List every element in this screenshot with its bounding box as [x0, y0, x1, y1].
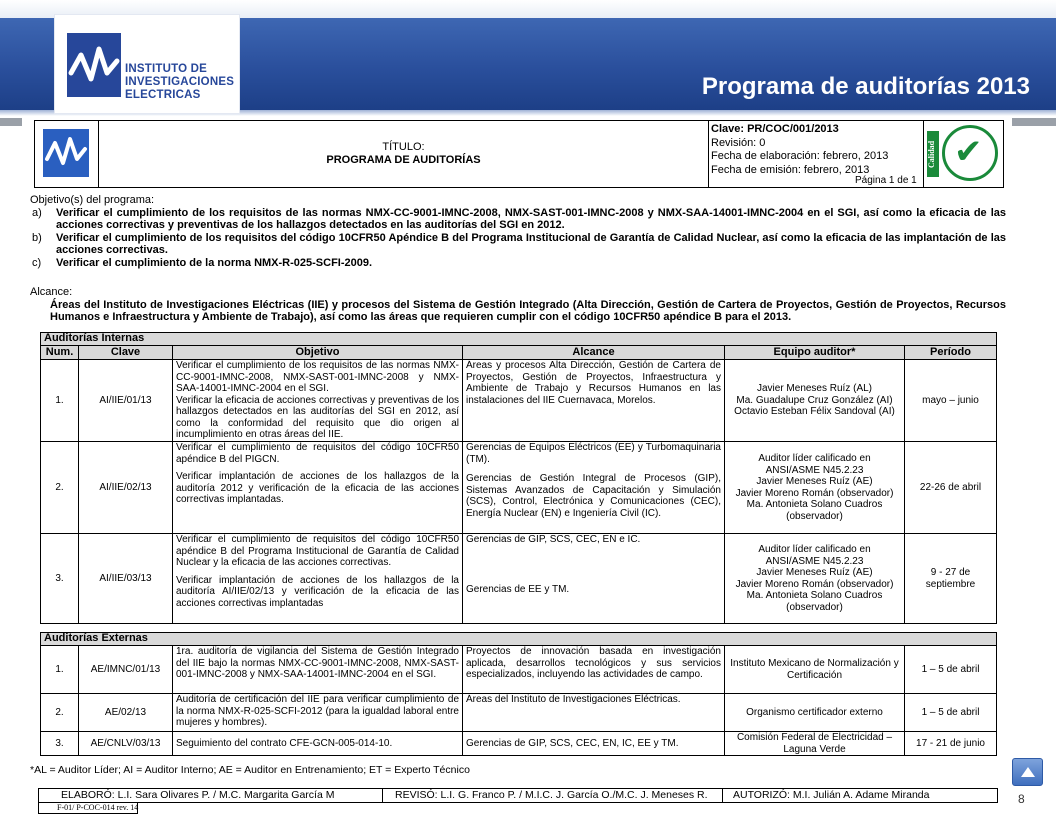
equipo-member: Ma. Guadalupe Cruz González (AI) — [736, 394, 893, 406]
row-alcance — [463, 534, 725, 624]
page-indicator: Página 1 de 1 — [855, 175, 917, 186]
logo-text — [125, 63, 234, 102]
row-clave: AE/CNLV/03/13 — [79, 732, 173, 756]
row-num: 1. — [41, 646, 79, 694]
col-objetivo: Objetivo — [173, 346, 463, 360]
table-row — [41, 732, 997, 756]
row-clave: AI/IIE/02/13 — [79, 442, 173, 534]
reviso: REVISÓ: L.I. G. Franco P. / M.I.C. J. García O./M.C. J. Meneses R. — [383, 789, 723, 802]
row-equipo: Comisión Federal de Electricidad – Laguna Verde — [725, 732, 905, 756]
table-row — [41, 534, 997, 624]
row-num: 2. — [41, 442, 79, 534]
equipo-member: ANSI/ASME N45.2.23 — [765, 555, 864, 567]
document-info — [711, 123, 921, 177]
row-objetivo — [173, 534, 463, 624]
nav-up-arrow-icon[interactable] — [1012, 758, 1043, 786]
equipo-member: Javier Meneses Ruíz (AL) — [756, 383, 873, 395]
objetivos-section — [30, 194, 1006, 270]
objetivo-text: Verificar el cumplimiento de los requisitos de las normas NMX-CC-9001-IMNC-2008, NMX-SAST-001-IMNC-2008 y NMX-SAA-14001-IMNC-2004 en el SGI, así como la eficacia de las acciones correctivas y preventivas de los hallazgos detectados en las auditorías del SGI en 2012. — [56, 206, 1006, 232]
row-num: 2. — [41, 694, 79, 732]
internal-audits-table — [40, 332, 997, 624]
title-label: TÍTULO: — [382, 141, 425, 153]
row-num: 3. — [41, 534, 79, 624]
equipo-member: Javier Moreno Román (observador) — [735, 487, 894, 499]
elaboro: ELABORÓ: L.I. Sara Olivares P. / M.C. Margarita García M — [39, 789, 383, 802]
equipo-member: Javier Meneses Ruíz (AE) — [756, 476, 873, 487]
logo-line-1: INSTITUTO DE — [125, 63, 208, 75]
objetivo-item — [30, 257, 1006, 270]
seal-word: Calidad — [927, 131, 939, 177]
row-clave: AI/IIE/03/13 — [79, 534, 173, 624]
row-num: 3. — [41, 732, 79, 756]
table-row — [41, 442, 997, 534]
row-objetivo — [173, 360, 463, 442]
equipo-member: Javier Moreno Román (observador) — [735, 578, 894, 590]
document-logo — [35, 121, 99, 187]
form-code: F-01/ P-COC-014 rev. 14 — [38, 803, 138, 814]
row-alcance: Gerencias de GIP, SCS, CEC, EN, IC, EE y TM. — [463, 732, 725, 756]
signature-row — [38, 788, 998, 803]
side-bar-left — [0, 118, 22, 126]
table-row — [41, 694, 997, 732]
equipo-member: Javier Meneses Ruíz (AE) — [756, 567, 873, 578]
col-clave: Clave — [79, 346, 173, 360]
objetivo-p2: Verificar implantación de acciones de los hallazgos de la auditoría AI/IIE/02/13 y verificación de la eficacia de las acciones correctivas implantadas — [176, 574, 459, 609]
row-equipo — [725, 360, 905, 442]
document-title-cell — [99, 121, 709, 187]
quality-seal — [923, 121, 1003, 187]
alcance-p2: Gerencias de EE y TM. — [466, 583, 570, 595]
row-periodo: 22-26 de abril — [905, 442, 997, 534]
row-periodo: mayo – junio — [905, 360, 997, 442]
col-alcance: Alcance — [463, 346, 725, 360]
logo-line-2: INVESTIGACIONES — [125, 76, 235, 88]
clave: Clave: PR/COC/001/2013 — [711, 123, 839, 135]
equipo-member: ANSI/ASME N45.2.23 — [765, 464, 864, 476]
row-periodo: 1 – 5 de abril — [905, 646, 997, 694]
logo-line-3: ELECTRICAS — [125, 89, 201, 101]
internal-audits-heading: Auditorías Internas — [41, 333, 997, 346]
external-audits-table — [40, 632, 997, 756]
row-alcance — [463, 360, 725, 442]
objetivo-p2: Verificar la eficacia de acciones correctivas y preventivas de los hallazgos detectados en las auditorías del SGI en 2012, así como la conformidad del requisito que dio origen al incumplimiento en otras áreas del IIE. — [176, 394, 459, 440]
document-title: PROGRAMA DE AUDITORÍAS — [326, 154, 481, 166]
row-alcance: Áreas del Instituto de Investigaciones Eléctricas. — [463, 694, 725, 732]
document-header — [34, 120, 1004, 188]
col-periodo: Período — [905, 346, 997, 360]
row-periodo: 9 - 27 de septiembre — [905, 534, 997, 624]
alcance-heading: Alcance: — [30, 286, 73, 298]
alcance-p1: Gerencias de GIP, SCS, CEC, EN e IC. — [466, 534, 641, 545]
row-objetivo: Auditoría de certificación del IIE para verificar cumplimiento de la norma NMX-R-025-SCFI-2012 (para la igualdad laboral entre mujeres y hombres). — [173, 694, 463, 732]
row-periodo: 1 – 5 de abril — [905, 694, 997, 732]
slide-title: Programa de auditorías 2013 — [701, 73, 1030, 100]
table-row — [41, 360, 997, 442]
row-equipo: Organismo certificador externo — [725, 694, 905, 732]
alcance-section — [30, 286, 1006, 324]
table-row — [41, 646, 997, 694]
row-alcance — [463, 442, 725, 534]
row-objetivo: Seguimiento del contrato CFE-GCN-005-014-10. — [173, 732, 463, 756]
equipo-member: Ma. Antonieta Solano Cuadros — [746, 590, 883, 601]
row-objetivo: 1ra. auditoría de vigilancia del Sistema de Gestión Integrado del IIE bajo la normas NMX-CC-9001-IMNC-2008, NMX-SAST-001-IMNC-2008 y NMX-SAA-14001-IMNC-2004 en el SGI. — [173, 646, 463, 694]
alcance-p2: Gerencias de Gestión Integral de Procesos (GIP), Sistemas Avanzados de Capacitación y Simulación (SCS), Control, Electrónica y Comunicaciones (CEC), Energía Nuclear (EN) e Ingeniería Civil (IC). — [466, 473, 721, 519]
objetivo-item — [30, 207, 1006, 232]
external-audits-heading: Auditorías Externas — [41, 633, 997, 646]
fecha-emision: Fecha de emisión: febrero, 2013 — [711, 163, 870, 176]
fecha-elaboracion: Fecha de elaboración: febrero, 2013 — [711, 150, 889, 162]
objetivos-heading: Objetivo(s) del programa: — [30, 194, 155, 206]
col-equipo: Equipo auditor* — [725, 346, 905, 360]
table-header-row — [41, 346, 997, 360]
alcance-p1: Gerencias de Equipos Eléctricos (EE) y Turbomaquinaria (TM). — [466, 442, 721, 465]
row-alcance: Proyectos de innovación basada en investigación aplicada, desarrollos tecnológicos y sus servicios especializados, incluyendo las actividades de campo. — [463, 646, 725, 694]
equipo-member: (observador) — [786, 510, 843, 522]
equipo-member: Ma. Antonieta Solano Cuadros — [746, 499, 883, 510]
row-objetivo — [173, 442, 463, 534]
objetivo-item — [30, 232, 1006, 257]
quality-checkmark-icon: ✔ — [954, 133, 983, 171]
row-clave: AI/IIE/01/13 — [79, 360, 173, 442]
objetivo-p1: Verificar el cumplimiento de requisitos del código 10CFR50 apéndice B del Programa Institucional de Garantía de Calidad Nuclear y la eficacia de las acciones correctivas. — [176, 534, 459, 568]
row-equipo — [725, 534, 905, 624]
equipo-member: Auditor líder calificado en — [758, 544, 871, 555]
col-num: Num. — [41, 346, 79, 360]
document — [30, 118, 1006, 816]
equipo-member: Auditor líder calificado en — [758, 453, 871, 464]
objetivo-text: Verificar el cumplimiento de la norma NMX-R-025-SCFI-2009. — [56, 256, 373, 269]
side-bar-right — [1012, 118, 1056, 126]
objetivo-label: c) — [32, 256, 42, 269]
row-periodo: 17 - 21 de junio — [905, 732, 997, 756]
equipo-member: Octavio Esteban Félix Sandoval (AI) — [734, 406, 895, 418]
page-number: 8 — [1018, 792, 1025, 806]
objetivo-p2: Verificar implantación de acciones de los hallazgos de la auditoría 2012 y verificación de la eficacia de las acciones correctivas implantadas. — [176, 471, 459, 505]
autorizo: AUTORIZÓ: M.I. Julián A. Adame Miranda — [733, 789, 930, 801]
row-clave: AE/02/13 — [79, 694, 173, 732]
legend: *AL = Auditor Líder; AI = Auditor Interno; AE = Auditor en Entrenamiento; ET = Experto Técnico — [30, 764, 470, 776]
iie-wave-logo-icon — [67, 33, 121, 97]
objetivo-label: b) — [32, 231, 42, 244]
row-num: 1. — [41, 360, 79, 442]
row-clave: AE/IMNC/01/13 — [79, 646, 173, 694]
objetivo-text: Verificar el cumplimiento de los requisitos del código 10CFR50 Apéndice B del Programa Institucional de Garantía de Calidad Nuclear, así como la eficacia de las implantación de las acciones correctivas. — [56, 231, 1006, 257]
revision: Revisión: 0 — [711, 136, 766, 149]
row-equipo — [725, 442, 905, 534]
alcance-p1: Áreas y procesos Alta Dirección, Gestión de Cartera de Proyectos, Gestión de Proyectos, Infraestructura y Ambiente de Trabajo y Recursos Humanos en las instalaciones del IIE Cuernavaca, Morelos. — [466, 360, 721, 406]
objetivo-label: a) — [32, 206, 42, 219]
alcance-text: Áreas del Instituto de Investigaciones Eléctricas (IIE) y procesos del Sistema de Gestión Integrado (Alta Dirección, Gestión de Cartera de Proyectos, Gestión de Proyectos, Recursos Humanos e Infraestructura y Ambiente de Trabajo), así como las áreas que requieren cumplir con el código 10CFR50 apéndice B para el 2013. — [50, 298, 1006, 324]
objetivo-p1: Verificar el cumplimiento de los requisitos de las normas NMX-CC-9001-IMNC-2008, NMX-SAST-001-IMNC-2008 y NMX-SAA-14001-IMNC-2004 en el SGI. — [176, 360, 459, 394]
row-equipo: Instituto Mexicano de Normalización y Certificación — [725, 646, 905, 694]
equipo-member: (observador) — [786, 601, 843, 613]
objetivo-p1: Verificar el cumplimiento de requisitos del código 10CFR50 apéndice B del PIGCN. — [176, 442, 459, 465]
iie-small-logo-icon — [43, 129, 89, 177]
institute-logo — [54, 14, 240, 114]
